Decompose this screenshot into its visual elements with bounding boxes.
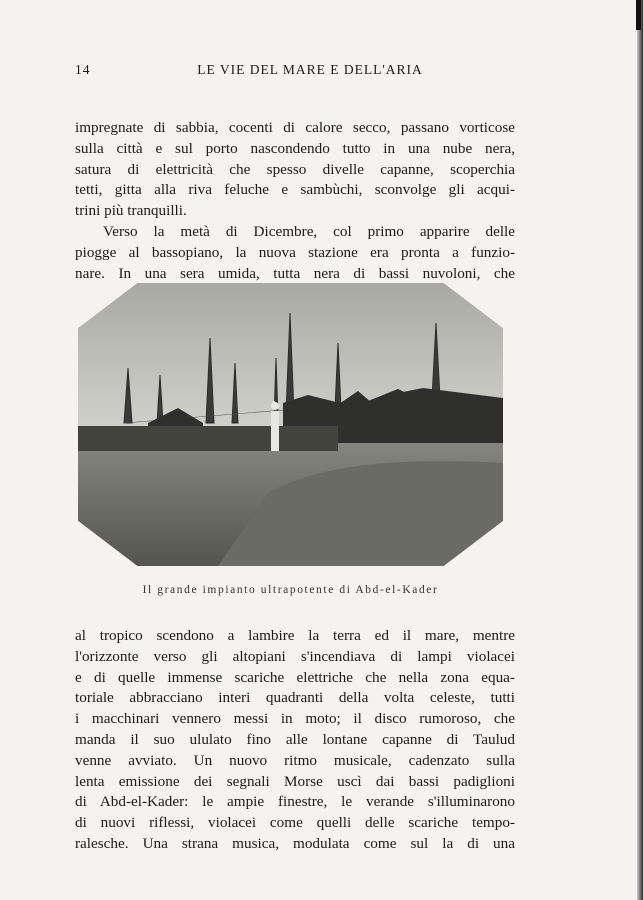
- text-line: impregnate di sabbia, cocenti di calore secco, passano vorticose: [75, 119, 515, 136]
- text-line: sulla città e sul porto nascondendo tutto in una nube nera,: [75, 139, 515, 157]
- text-line: nare. In una sera umida, tutta nera di bassi nuvoloni, che: [75, 264, 515, 282]
- page-number: 14: [75, 62, 91, 77]
- paragraph-top: [75, 118, 515, 222]
- text-line: toriale abbracciano interi quadranti della volta celeste, tutti: [75, 689, 515, 707]
- photo-figure: [78, 283, 503, 566]
- page-edge-mark: [636, 0, 641, 30]
- page-edge-shadow: [637, 0, 643, 900]
- text-line: manda il suo ululato fino alle lontane capanne di Taulud: [75, 730, 515, 748]
- text-line: l'orizzonte verso gli altopiani s'incendiava di lampi violacei: [75, 647, 515, 665]
- paragraph-bottom: [75, 626, 515, 855]
- text-line: al tropico scendono a lambire la terra ed il mare, mentre: [75, 627, 515, 644]
- text-line: Verso la metà di Dicembre, col primo apparire delle: [103, 223, 515, 240]
- text-line: di nuovi riflessi, violacei come quelli delle scariche tempo-: [75, 814, 515, 832]
- radio-station-photo: [78, 283, 503, 566]
- text-line: satura di elettricità che spesso divelle capanne, scoperchia: [75, 160, 515, 178]
- text-line: lenta emissione dei segnali Morse uscì dai bassi padiglioni: [75, 772, 515, 790]
- text-line: e di quelle immense scariche elettriche che nella zona equa-: [75, 668, 515, 686]
- text-line: trini più tranquilli.: [75, 202, 187, 220]
- figure-caption: Il grande impianto ultrapotente di Abd-el-Kader: [142, 584, 439, 596]
- embankment: [78, 426, 338, 451]
- text-line: tetti, gitta alla riva feluche e sambùchi, sconvolge gli acqui-: [75, 181, 515, 199]
- paragraph-second: [75, 222, 515, 284]
- text-line: venne avviato. Un nuovo ritmo musicale, cadenzato sulla: [75, 751, 515, 769]
- text-line: piogge al bassopiano, la nuova stazione era pronta a funzio-: [75, 243, 515, 261]
- page-header: [75, 62, 515, 84]
- text-line: ralesche. Una strana musica, modulata come sul la di una: [75, 834, 515, 852]
- text-line: i macchinari vennero messi in moto; il disco rumoroso, che: [75, 710, 515, 728]
- figure-person: [271, 401, 279, 451]
- running-title: LE VIE DEL MARE E DELL'ARIA: [197, 62, 423, 77]
- text-line: di Abd-el-Kader: le ampie finestre, le verande s'illuminarono: [75, 793, 515, 811]
